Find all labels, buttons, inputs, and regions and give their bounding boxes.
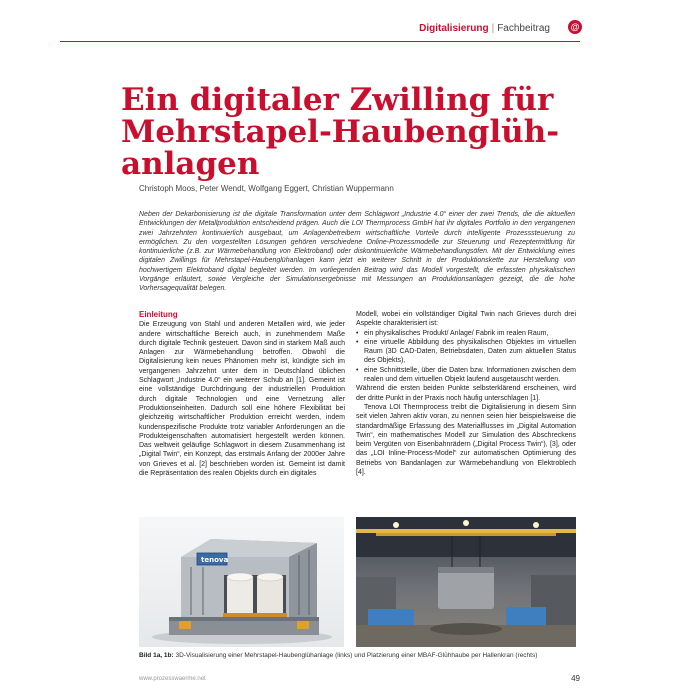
section-label: Digitalisierung [419,22,489,34]
abstract: Neben der Dekarbonisierung ist die digitale Transformation unter dem Schlagwort „Industrie 4.0“ einer der zwei Trends, die die aktuellen Entwicklungen der Metallproduktion entscheidend prägen. Auch die LOI Thermprocess GmbH hat ihr digitales Portfolio in den vergangenen zwei Jahrzehnten kontinuierlich ausgebaut, um Anlagenbetreibern wirtschaftliche Vorteile durch intelligente Prozesssteuerung zu ermöglichen. Zu den vorgestellten Lösungen gehören verschiedene Online-Prozessmodelle zur Steuerung und Rezeptermittlung für kontinuierliche (z.B. zur Wärmebehandlung von Elektroband) oder diskontinuierliche Wärmebehandlungsöfen. Mit der Entwicklung eines digitalen Zwillings für Mehrstapel-Haubenglühanlagen kann jetzt ein weiterer Schritt in der Produktionskette zur Herstellung von hochwertigem Elektroband digital begleitet werden. Im vorliegenden Beitrag wird das Modell vorgestellt, die erfassten physikalischen Vorgänge erläutert, sowie Vergleiche der Simulationsergebnisse mit Messungen an Produktionsanlagen gezeigt, die die hohe Vorhersagequalität belegen. [139,211,575,293]
page-number: 49 [571,674,580,683]
list-item: • ein physikalisches Produkt/ Anlage/ Fabrik im realen Raum, [356,329,576,338]
crane-hall-photo [356,517,576,647]
intro-paragraph: Die Erzeugung von Stahl und anderen Metallen wird, wie jeder andere wirtschaftliche Bereich auch, in zunehmendem Maße durch digitale Technik gesteuert. Davon sind in starkem Maß auch Anlagen zur Wärmebehandlung betroffen. Obwohl die Digitalisierung kein neues Phänomen mehr ist, kündigte sich im vergangenen Jahrzehnt unter dem in Deutschland üblichen Schlagwort „Industrie 4.0“ ein weiterer Schub an [1]. Gemeint ist eine vollständige Durchdringung der industriellen Produktion durch digitale Technologien und eine Vernetzung aller Produktionseinheiten. Dadurch soll eine höhere Flexibilität bei gleichzeitig wirtschaftlicher Produktion erreicht werden, indem kundenspezifische Produkte trotz variabler Anforderungen an die Produkteigenschaften automatisiert hergestellt werden können. Das weltweit geläufige Schlagwort in diesem Zusammenhang ist „Digital Twin“, ein Konzept, das erstmals Anfang der 2000er Jahre von Grieves et al. [2] beschrieben worden ist. Gemeint ist damit die Repräsentation des realen Objekts durch ein digitales [139,321,345,478]
list-item: • eine virtuelle Abbildung des physikalischen Objektes im virtuellen Raum (3D CAD-Daten, Betriebsdaten, Daten zum aktuellen Status des Objekts), [356,338,576,366]
footer-url: www.prozesswaerme.net [139,676,206,682]
figure-caption [139,652,579,659]
right-column [356,310,576,477]
right-paragraph-2: Tenova LOI Thermprocess treibt die Digitalisierung in diesem Sinn seit vielen Jahren aktiv voran, zu nennen seien hier beispielsweise die standardmäßige Erfassung des Materialflusses im „Digital Automation Twin“, ein mathematisches Modell zur Simulation des Abschreckens beim Vergüten von Eisenbahnrädern („Digital Process Twin“), [3], oder das „LOI Inline-Process-Model“ zur automatischen Optimierung des Betriebs von Bandanlagen zur Wärmebehandlung von Elektroblech [4]. [356,403,576,477]
caption-text: 3D-Visualisierung einer Mehrstapel-Haubenglühanlage (links) und Platzierung einer MBAF-Glühhaube per Hallenkran (rechts) [173,652,538,659]
figure-1b-hall-photo [356,517,576,647]
left-column [139,310,345,478]
header-rule [60,41,580,42]
right-intro: Modell, wobei ein vollständiger Digital Twin nach Grieves durch drei Aspekte charakterisiert ist: [356,311,576,328]
header-separator: | [491,22,495,34]
list-item: • eine Schnittstelle, über die Daten bzw. Informationen zwischen dem realen und dem virtuellen Objekt laufend ausgetauscht werden. [356,366,576,385]
brand-label: tenova [201,556,229,564]
right-paragraph-1: Während die ersten beiden Punkte selbsterklärend erscheinen, wird der dritte Punkt in der Praxis noch häufig unterschlagen [1]. [356,385,576,402]
caption-label: Bild 1a, 1b: [139,652,174,659]
figure-1a-3d-visualization [139,517,344,647]
annealing-furnace-render [139,517,344,647]
aspect-list [356,329,576,385]
article-title [121,84,581,180]
running-header [419,20,550,36]
author-list: Christoph Moos, Peter Wendt, Wolfgang Eggert, Christian Wuppermann [139,184,394,193]
title-line-1: Ein digitaler Zwilling für [121,82,554,118]
brand-logo-icon: @ [568,20,582,34]
title-line-3: anlagen [121,146,260,182]
section-heading: Einleitung [139,310,178,319]
title-line-2: Mehrstapel-Haubenglüh- [121,114,560,150]
article-type: Fachbeitrag [497,22,550,34]
